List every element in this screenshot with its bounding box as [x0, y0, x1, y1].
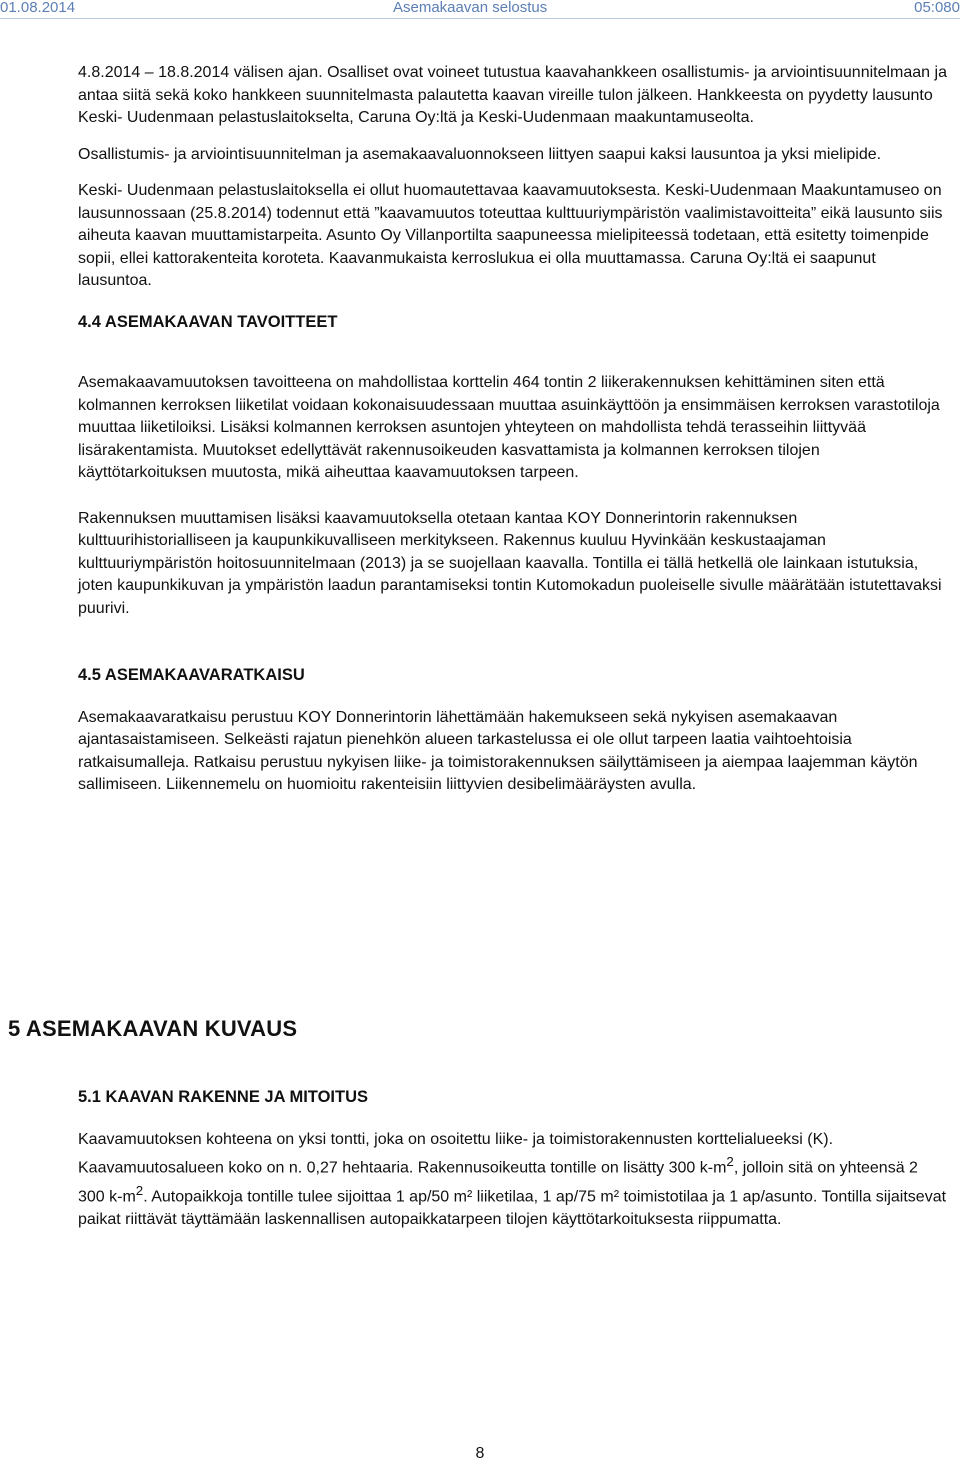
section-heading-4-4: 4.4 ASEMAKAAVAN TAVOITTEET	[78, 312, 338, 331]
header-document-code: 05:080	[914, 0, 960, 16]
header-divider	[0, 18, 960, 19]
text-structure-part-1: Kaavamuutoksen kohteena on yksi tontti, joka on osoitettu liike- ja toimistorakennusten korttelialueeksi (K). Kaavamuutosalueen koko on n. 0,27 hehtaaria. Rakennusoikeutta tontille on lisätty 300 k-m	[78, 1130, 834, 1177]
paragraph-statements-received: Osallistumis- ja arviointisuunnitelman ja asemakaavaluonnokseen liittyen saapui kaksi lausuntoa ja yksi mielipide.	[78, 145, 882, 163]
section-heading-5-1: 5.1 KAAVAN RAKENNE JA MITOITUS	[78, 1088, 369, 1106]
superscript-2: 2	[135, 1182, 144, 1198]
paragraph-participation-period: 4.8.2014 – 18.8.2014 välisen ajan. Osalliset ovat voineet tutustua kaavahankkeen osallistumis- ja arviointisuunnitelmaan ja antaa siitä sekä koko hankkeen suunnitelmasta palautetta kaavan vireille tulon jälkeen. Hankkeesta on pyydetty lausunto Keski- Uudenmaan pelastuslaitokselta, Caruna Oy:ltä ja Keski-Uudenmaan maakuntamuseolta.	[78, 64, 947, 126]
page-header	[0, 0, 960, 16]
section-5-1-body	[78, 1086, 948, 1245]
paragraph-plan-solution: Asemakaavaratkaisu perustuu KOY Donnerintorin lähettämään hakemukseen sekä nykyisen asemakaavan ajantasaistamiseen. Selkeästi rajatun pienehkön alueen tarkastelussa ei ole ollut tarpeen laatia vaihtoehtoisia ratkaisumalleja. Ratkaisu perustuu nykyisen liike- ja toimistorakennuksen säilyttämiseen ja aiempaa laajemman käytön sallimiseen. Liikennemelu on huomioitu rakenteisiin liittyvien desibelimääräysten avulla.	[78, 708, 918, 793]
superscript-2: 2	[726, 1154, 734, 1169]
text-structure-part-3: . Autopaikkoja tontille tulee sijoittaa 1 ap/50 m² liiketilaa, 1 ap/75 m² toimistotilaa ja 1 ap/asunto. Tontilla sijaitsevat paikat riittävät täyttämään laskennallisen autopaikkatarpeen tilojen käyttötarkoituksesta riippumatta.	[78, 1188, 947, 1228]
section-heading-5: 5 ASEMAKAAVAN KUVAUS	[8, 1016, 298, 1041]
paragraph-cultural-history: Rakennuksen muuttamisen lisäksi kaavamuutoksella otetaan kantaa KOY Donnerintorin rakennuksen kulttuurihistorialliseen ja kaupunkikuvalliseen merkitykseen. Rakennus kuuluu Hyvinkään keskustaajaman kulttuuriympäristön hoitosuunnitelmaan (2013) ja se suojellaan kaavalla. Tontilla ei tällä hetkellä ole lainkaan istutuksia, joten kaupunkikuvan ja ympäristön laadun parantamiseksi tontin Kutomokadun puoleiselle sivulle määrätään istutettavaksi puurivi.	[78, 509, 942, 617]
document-body	[78, 62, 948, 811]
header-title: Asemakaavan selostus	[393, 0, 548, 16]
text-structure-part-2: , jolloin sitä on yhteensä 2 300 k-m	[78, 1159, 918, 1206]
paragraph-objectives: Asemakaavamuutoksen tavoitteena on mahdollistaa korttelin 464 tontin 2 liikerakennuksen kehittäminen siten että kolmannen kerroksen liiketilat voidaan kokonaisuudessaan muuttaa asuinkäyttöön ja ensimmäisen kerroksen varastotiloja muuttaa liiketiloiksi. Lisäksi kolmannen kerroksen asuntojen yhteyteen on mahdollista tehdä terasseihin liittyvää lisärakentamista. Muutokset edellyttävät rakennusoikeuden kasvattamista ja kolmannen kerroksen tilojen käyttötarkoituksen muutosta, mikä aiheuttaa kaavamuutoksen tarpeen.	[78, 374, 940, 481]
header-date: 01.08.2014	[0, 0, 76, 16]
section-heading-4-5: 4.5 ASEMAKAAVARATKAISU	[78, 666, 305, 684]
paragraph-structure-dimensioning	[78, 1129, 948, 1232]
paragraph-statements-summary: Keski- Uudenmaan pelastuslaitoksella ei ollut huomautettavaa kaavamuutoksesta. Keski-Uudenmaan Maakuntamuseo on lausunnossaan (25.8.2014) todennut että ”kaavamuutos toteuttaa kulttuuriympäristön vaalimistavoitteita” eikä lausunto siis aiheuta kaavan muuttamistarpeita. Asunto Oy Villanportilta saapuneessa mielipiteessä todetaan, että esitetty toimenpide sopii, ellei kattorakenteita koroteta. Kaavanmukaista kerroslukua ei olla muuttamassa. Caruna Oy:ltä ei saapunut lausuntoa.	[78, 182, 943, 289]
page-number: 8	[475, 1445, 485, 1462]
